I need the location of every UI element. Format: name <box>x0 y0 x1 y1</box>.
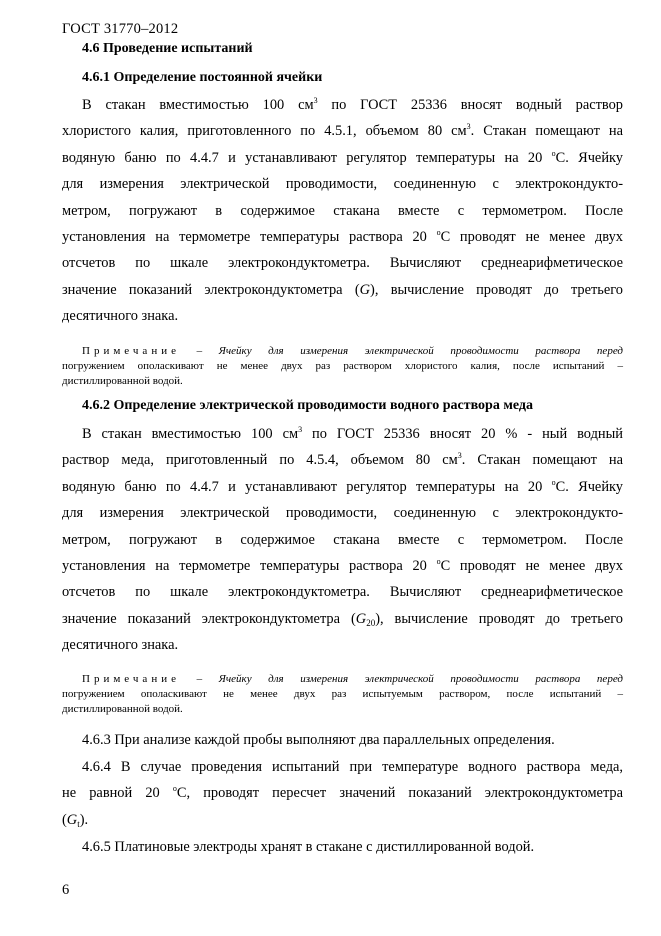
text-line: отсчетов по шкале электрокондуктометра. Вычисляют среднеарифметическое <box>62 584 623 600</box>
text-line: $(G_t)$. <box>62 812 89 829</box>
text-line: 4.6.3 При анализе каждой пробы выполняют два параллельных определения. <box>82 732 555 748</box>
text-line: установления на термометре температуры раствора 20 $^о$С проводят не менее двух <box>62 228 623 245</box>
text-line: для измерения электрической проводимости, соединенную с электрокондукто- <box>62 176 623 192</box>
text-line: десятичного знака. <box>62 637 179 653</box>
text-line: метром, погружают в содержимое стакана вместе с термометром. После <box>62 203 623 219</box>
text-line: раствор меда, приготовленный по 4.5.4, объемом 80 $см^3$. Стакан помещают на <box>62 451 623 468</box>
note-4-6-2 <box>62 672 623 718</box>
text-line: водяную баню по 4.4.7 и устанавливают регулятор температуры на 20 $^о$С. Ячейку <box>62 149 624 166</box>
text-line: хлористого калия, приготовленного по 4.5.1, объемом 80 $см^3$. Стакан помещают на <box>62 122 623 139</box>
note-line: погружением ополаскивают не менее двух раз испытуемым раствором, после испытаний – <box>62 688 623 700</box>
document-header-standard: ГОСТ 31770–2012 <box>62 21 179 37</box>
note-line: дистиллированной водой. <box>62 375 183 387</box>
note-line: Примечание – Ячейку для измерения электрической проводимости раствора перед <box>82 345 623 357</box>
paragraph-4-6-2 <box>62 421 623 661</box>
text-line: 4.6.5 Платиновые электроды хранят в стакане с дистиллированной водой. <box>82 839 535 855</box>
section-title-4-6-1: 4.6.1 Определение постоянной ячейки <box>82 70 323 85</box>
note-4-6-1 <box>62 344 623 390</box>
section-title-4-6: 4.6 Проведение испытаний <box>82 41 253 56</box>
section-title-4-6-2: 4.6.2 Определение электрической проводимости водного раствора меда <box>82 398 533 413</box>
note-line: Примечание – Ячейку для измерения электрической проводимости раствора перед <box>82 673 623 685</box>
text-line: не равной 20 $^о$С, проводят пересчет значений показаний электрокондуктометра <box>62 784 623 801</box>
paragraph-4-6-4 <box>62 754 623 834</box>
note-label: Примечание <box>82 673 180 685</box>
text-line: десятичного знака. <box>62 308 179 324</box>
text-line: 4.6.4 В случае проведения испытаний при температуре водного раствора меда, <box>82 759 623 775</box>
text-line: значение показаний электрокондуктометра $(G_{20})$, вычисление проводят до третьего <box>62 611 624 628</box>
text-line: для измерения электрической проводимости, соединенную с электрокондукто- <box>62 505 623 521</box>
text-line: В стакан вместимостью 100 $см^3$ по ГОСТ 25336 вносят 20 % - ный водный <box>82 425 623 442</box>
text-line: значение показаний электрокондуктометра (G), вычисление проводят до третьего <box>62 282 623 298</box>
note-label: Примечание <box>82 345 180 357</box>
paragraph-4-6-5 <box>62 834 623 860</box>
paragraph-4-6-1 <box>62 92 623 332</box>
note-line: погружением ополаскивают не менее двух раз раствором хлористого калия, после испытаний – <box>62 360 623 372</box>
text-line: отсчетов по шкале электрокондуктометра. Вычисляют среднеарифметическое <box>62 255 623 271</box>
text-line: метром, погружают в содержимое стакана вместе с термометром. После <box>62 532 623 548</box>
text-line: В стакан вместимостью 100 $см^3$ по ГОСТ 25336 вносят водный раствор <box>82 96 623 113</box>
page-number: 6 <box>62 882 70 898</box>
text-line: водяную баню по 4.4.7 и устанавливают регулятор температуры на 20 $^о$С. Ячейку <box>62 478 624 495</box>
note-line: дистиллированной водой. <box>62 703 183 715</box>
paragraph-4-6-3 <box>62 727 623 753</box>
text-line: установления на термометре температуры раствора 20 $^о$С проводят не менее двух <box>62 557 623 574</box>
